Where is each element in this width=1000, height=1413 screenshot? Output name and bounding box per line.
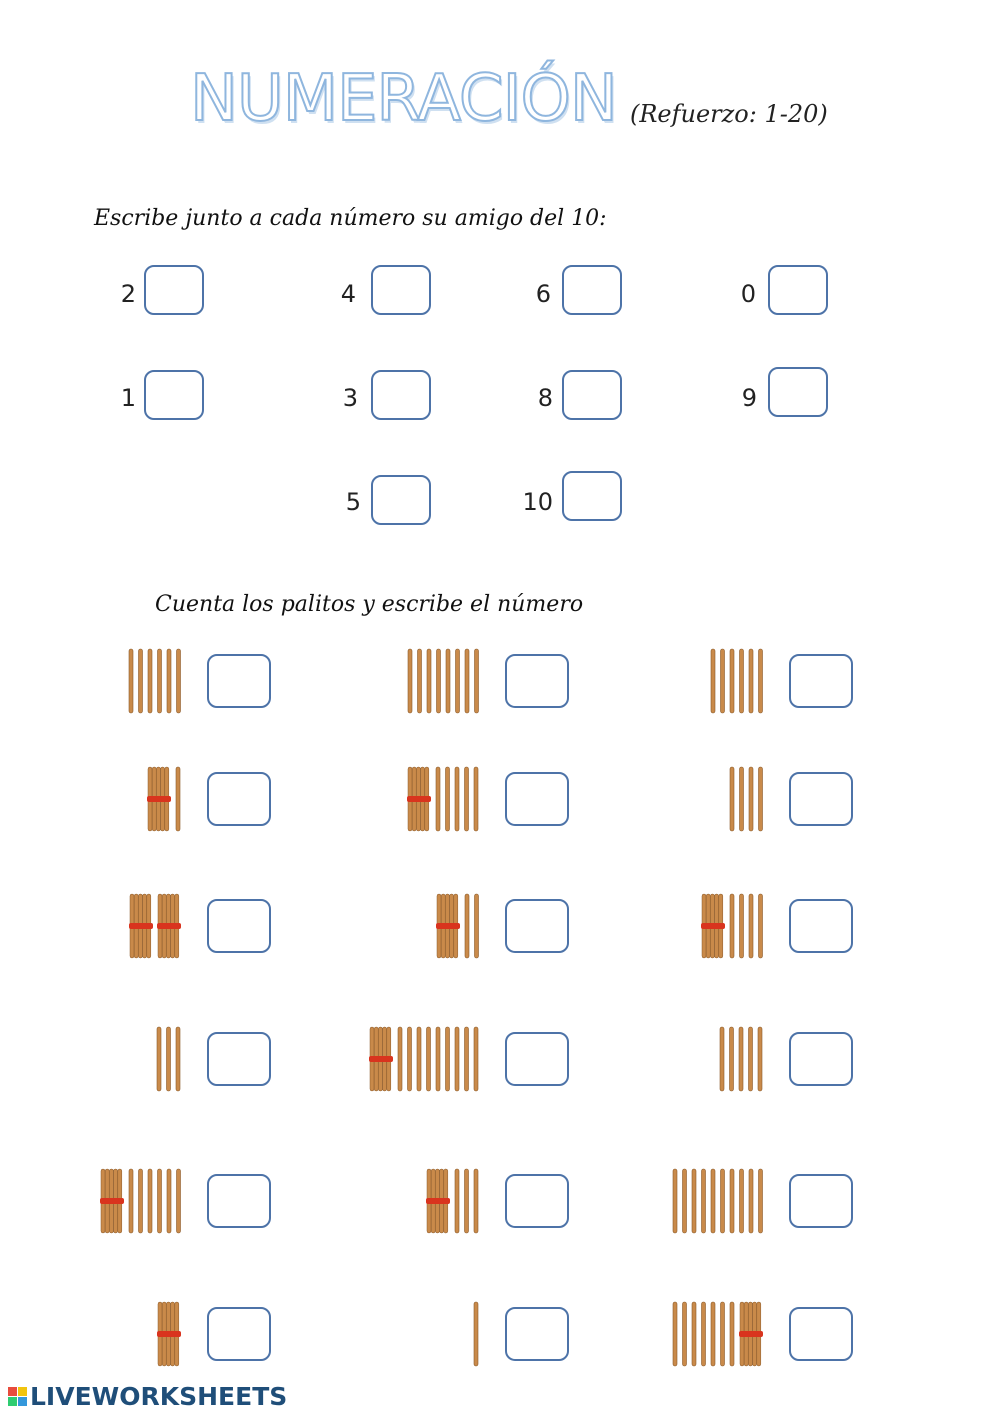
single-stick: [176, 767, 180, 831]
answer-box[interactable]: [207, 654, 271, 708]
single-stick: [436, 649, 440, 713]
single-stick: [157, 1169, 161, 1233]
answer-box[interactable]: [768, 265, 828, 315]
number-label: 8: [537, 384, 553, 412]
section2-instruction: Cuenta los palitos y escribe el número: [155, 592, 584, 617]
stick-bundle: [739, 1302, 763, 1366]
single-stick: [730, 649, 734, 713]
counting-sticks: [672, 1168, 764, 1234]
liveworksheets-logo-icon: [8, 1387, 27, 1406]
single-stick: [465, 894, 469, 958]
single-stick: [427, 649, 431, 713]
single-stick: [730, 1302, 734, 1366]
answer-box[interactable]: [505, 654, 569, 708]
single-stick: [148, 649, 152, 713]
single-stick: [176, 649, 180, 713]
single-stick: [730, 894, 734, 958]
stick-bundle: [701, 894, 725, 958]
stick-bundle: [129, 894, 153, 958]
single-stick: [167, 1169, 171, 1233]
single-stick: [758, 894, 762, 958]
brand-name: LIVEWORKSHEETS: [30, 1381, 288, 1411]
counting-sticks: [128, 648, 182, 714]
answer-box[interactable]: [789, 654, 853, 708]
answer-box[interactable]: [789, 1174, 853, 1228]
page-subtitle: (Refuerzo: 1-20): [630, 100, 828, 128]
single-stick: [176, 1027, 180, 1091]
single-stick: [474, 1302, 478, 1366]
counting-sticks: [156, 1026, 181, 1092]
single-stick: [673, 1302, 677, 1366]
footer: [8, 1382, 287, 1410]
counting-sticks: [129, 893, 181, 959]
single-stick: [739, 767, 743, 831]
single-stick: [436, 767, 440, 831]
answer-box[interactable]: [144, 265, 204, 315]
single-stick: [730, 767, 734, 831]
number-label: 1: [120, 384, 136, 412]
answer-box[interactable]: [562, 471, 622, 521]
number-label: 3: [342, 384, 358, 412]
single-stick: [138, 1169, 142, 1233]
answer-box[interactable]: [371, 370, 431, 420]
stick-bundle: [407, 767, 431, 831]
counting-sticks: [672, 1301, 763, 1367]
single-stick: [474, 649, 478, 713]
stick-bundle: [157, 1302, 181, 1366]
answer-box[interactable]: [505, 1174, 569, 1228]
single-stick: [683, 1302, 687, 1366]
single-stick: [749, 767, 753, 831]
number-label: 0: [740, 280, 756, 308]
single-stick: [720, 1169, 724, 1233]
single-stick: [446, 767, 450, 831]
answer-box[interactable]: [207, 772, 271, 826]
single-stick: [398, 1027, 402, 1091]
single-stick: [157, 1027, 161, 1091]
single-stick: [749, 894, 753, 958]
single-stick: [739, 894, 743, 958]
single-stick: [417, 649, 421, 713]
number-label: 2: [120, 280, 136, 308]
single-stick: [749, 1169, 753, 1233]
number-label: 10: [522, 488, 553, 516]
single-stick: [749, 649, 753, 713]
single-stick: [730, 1169, 734, 1233]
stick-bundle: [100, 1169, 124, 1233]
answer-box[interactable]: [562, 370, 622, 420]
single-stick: [176, 1169, 180, 1233]
answer-box[interactable]: [207, 1032, 271, 1086]
single-stick: [682, 1169, 686, 1233]
answer-box[interactable]: [789, 772, 853, 826]
answer-box[interactable]: [789, 1032, 853, 1086]
single-stick: [129, 1169, 133, 1233]
single-stick: [711, 1169, 715, 1233]
single-stick: [138, 649, 142, 713]
counting-sticks: [426, 1168, 479, 1234]
single-stick: [758, 1169, 762, 1233]
answer-box[interactable]: [505, 772, 569, 826]
counting-sticks: [147, 766, 181, 832]
stick-bundle: [369, 1027, 393, 1091]
single-stick: [408, 649, 412, 713]
single-stick: [474, 1027, 478, 1091]
single-stick: [474, 767, 478, 831]
answer-box[interactable]: [371, 475, 431, 525]
single-stick: [701, 1169, 705, 1233]
single-stick: [408, 1027, 412, 1091]
number-label: 9: [741, 384, 757, 412]
counting-sticks: [710, 648, 764, 714]
single-stick: [436, 1027, 440, 1091]
stick-bundle: [147, 767, 171, 831]
number-label: 6: [535, 280, 551, 308]
single-stick: [749, 1027, 753, 1091]
answer-box[interactable]: [144, 370, 204, 420]
counting-sticks: [407, 766, 479, 832]
counting-sticks: [701, 893, 764, 959]
single-stick: [465, 649, 469, 713]
single-stick: [758, 767, 762, 831]
single-stick: [465, 767, 469, 831]
counting-sticks: [719, 1026, 763, 1092]
single-stick: [758, 649, 762, 713]
single-stick: [758, 1027, 762, 1091]
single-stick: [157, 649, 161, 713]
answer-box[interactable]: [371, 265, 431, 315]
single-stick: [427, 1027, 431, 1091]
answer-box[interactable]: [207, 899, 271, 953]
stick-bundle: [157, 894, 181, 958]
single-stick: [739, 1027, 743, 1091]
single-stick: [129, 649, 133, 713]
section1-instruction: Escribe junto a cada número su amigo del 10:: [94, 206, 607, 231]
answer-box[interactable]: [562, 265, 622, 315]
answer-box[interactable]: [789, 1307, 853, 1361]
counting-sticks: [157, 1301, 181, 1367]
single-stick: [702, 1302, 706, 1366]
stick-bundle: [426, 1169, 450, 1233]
single-stick: [455, 767, 459, 831]
single-stick: [446, 649, 450, 713]
single-stick: [730, 1027, 734, 1091]
counting-sticks: [407, 648, 480, 714]
single-stick: [711, 1302, 715, 1366]
number-label: 5: [345, 488, 361, 516]
single-stick: [474, 1169, 478, 1233]
counting-sticks: [473, 1301, 479, 1367]
single-stick: [148, 1169, 152, 1233]
single-stick: [474, 894, 478, 958]
answer-box[interactable]: [789, 899, 853, 953]
single-stick: [167, 649, 171, 713]
answer-box[interactable]: [768, 367, 828, 417]
single-stick: [465, 1169, 469, 1233]
single-stick: [692, 1169, 696, 1233]
single-stick: [673, 1169, 677, 1233]
single-stick: [455, 649, 459, 713]
single-stick: [417, 1027, 421, 1091]
single-stick: [739, 649, 743, 713]
answer-box[interactable]: [207, 1307, 271, 1361]
counting-sticks: [369, 1026, 479, 1092]
single-stick: [739, 1169, 743, 1233]
single-stick: [721, 1302, 725, 1366]
single-stick: [720, 1027, 724, 1091]
single-stick: [455, 1169, 459, 1233]
number-label: 4: [340, 280, 356, 308]
answer-box[interactable]: [505, 1032, 569, 1086]
single-stick: [455, 1027, 459, 1091]
single-stick: [720, 649, 724, 713]
single-stick: [692, 1302, 696, 1366]
counting-sticks: [436, 893, 480, 959]
answer-box[interactable]: [207, 1174, 271, 1228]
page-title: NUMERACIÓN: [190, 62, 617, 136]
single-stick: [711, 649, 715, 713]
answer-box[interactable]: [505, 1307, 569, 1361]
single-stick: [446, 1027, 450, 1091]
counting-sticks: [100, 1168, 182, 1234]
single-stick: [167, 1027, 171, 1091]
answer-box[interactable]: [505, 899, 569, 953]
counting-sticks: [729, 766, 764, 832]
stick-bundle: [436, 894, 460, 958]
single-stick: [465, 1027, 469, 1091]
